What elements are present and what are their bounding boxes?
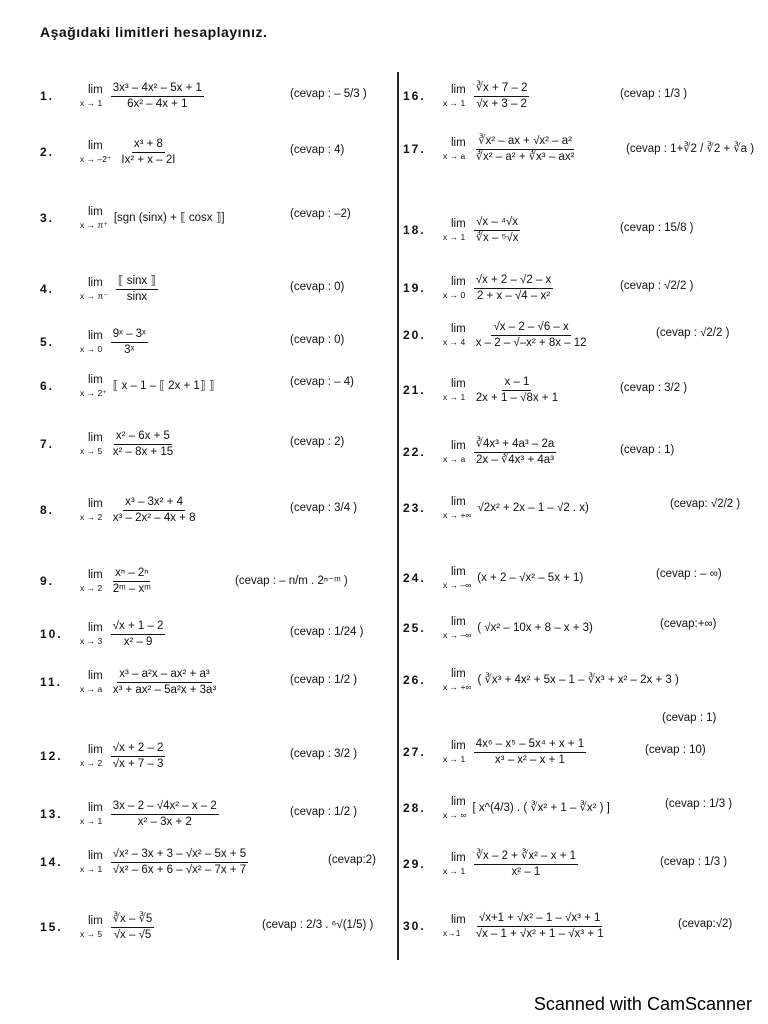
denominator: √x + 3 – 2 bbox=[476, 98, 527, 111]
problem-20 bbox=[403, 321, 591, 350]
limit-subscript: x → 4 bbox=[443, 337, 466, 348]
limit-subscript: x → 5 bbox=[80, 929, 103, 940]
problem-number: 13. bbox=[40, 806, 63, 821]
problem-8 bbox=[40, 496, 199, 525]
denominator: √x – √5 bbox=[113, 929, 152, 942]
limit-operator: lim x → 2 bbox=[80, 569, 103, 594]
problem-number: 29. bbox=[403, 856, 426, 871]
limit-subscript: x → 0 bbox=[443, 290, 466, 301]
problem-number: 16. bbox=[403, 88, 426, 103]
answer: (cevap:2) bbox=[328, 854, 376, 866]
limit-fraction bbox=[474, 912, 606, 941]
answer: (cevap : 15/8 ) bbox=[620, 222, 694, 234]
limit-expression: [sgn (sinx) + ⟦ cosx ⟧] bbox=[113, 211, 225, 224]
denominator: x² – 1 bbox=[511, 866, 541, 879]
problem-number: 1. bbox=[40, 88, 55, 103]
answer: (cevap: √2/2 ) bbox=[670, 498, 741, 510]
limit-operator: lim x → 1 bbox=[80, 84, 103, 109]
denominator: 2x – ∛4x³ + 4a³ bbox=[476, 454, 554, 467]
denominator: x³ + ax² – 5a²x + 3a³ bbox=[112, 684, 217, 697]
limit-operator: lim x → 1 bbox=[80, 802, 103, 827]
denominator: x³ – x² – x + 1 bbox=[494, 754, 565, 767]
problem-12 bbox=[40, 742, 167, 771]
limit-operator: lim x → +∞ bbox=[443, 668, 472, 693]
limit-subscript: x → π⁺ bbox=[80, 220, 108, 231]
answer: (cevap : 1/2 ) bbox=[290, 674, 358, 686]
problem-number: 27. bbox=[403, 744, 426, 759]
limit-fraction bbox=[111, 328, 148, 357]
problem-16 bbox=[403, 82, 531, 111]
limit-subscript: x → a bbox=[443, 454, 466, 465]
numerator: 9ˣ – 3ˣ bbox=[111, 328, 148, 343]
limit-operator: lim x → a bbox=[443, 137, 466, 162]
limit-subscript: x → –∞ bbox=[443, 580, 472, 591]
numerator: x³ + 8 bbox=[132, 138, 165, 153]
limit-fraction bbox=[111, 668, 219, 697]
problem-18 bbox=[403, 216, 522, 245]
numerator: ∛x² – ax + √x² – a² bbox=[476, 135, 574, 150]
limit-subscript: x → a bbox=[80, 684, 103, 695]
denominator: 2x + 1 – √8x + 1 bbox=[475, 392, 559, 405]
limit-operator: lim x → a bbox=[80, 670, 103, 695]
limit-fraction bbox=[474, 738, 586, 767]
numerator: x² – 6x + 5 bbox=[114, 430, 172, 445]
problem-26 bbox=[403, 668, 679, 693]
limit-operator: lim x → 2 bbox=[80, 498, 103, 523]
numerator: x³ – a²x – ax² + a³ bbox=[117, 668, 211, 683]
limit-operator: lim x → 0 bbox=[443, 276, 466, 301]
numerator: x³ – 3x² + 4 bbox=[123, 496, 185, 511]
numerator: √x + 2 – √2 – x bbox=[474, 274, 554, 289]
problem-21 bbox=[403, 376, 562, 405]
denominator: ∛x² – a² + ∛x³ – ax² bbox=[475, 151, 575, 164]
limit-fraction bbox=[111, 848, 248, 877]
limit-operator: lim x → a bbox=[443, 440, 466, 465]
limit-operator: lim x → 1 bbox=[443, 852, 466, 877]
answer: (cevap : 1) bbox=[662, 712, 717, 724]
limit-fraction bbox=[474, 438, 557, 467]
limit-operator: lim x → –∞ bbox=[443, 616, 472, 641]
limit-fraction bbox=[111, 496, 198, 525]
limit-subscript: x → 5 bbox=[80, 446, 103, 457]
numerator: ∛4x³ + 4a³ – 2a bbox=[474, 438, 557, 453]
limit-fraction bbox=[474, 135, 577, 164]
limit-fraction bbox=[111, 913, 155, 942]
limit-fraction bbox=[111, 742, 166, 771]
problem-5 bbox=[40, 328, 150, 357]
limit-operator: lim x → π⁻ bbox=[80, 277, 108, 302]
numerator: √x – ⁴√x bbox=[474, 216, 520, 231]
answer: (cevap : – 4) bbox=[290, 376, 354, 388]
page-title: Aşağıdaki limitleri hesaplayınız. bbox=[40, 24, 268, 40]
limit-subscript: x → –∞ bbox=[443, 630, 472, 641]
denominator: √x + 7 – 3 bbox=[112, 758, 164, 771]
answer: (cevap : 0) bbox=[290, 281, 345, 293]
limit-operator: lim x → 1 bbox=[443, 218, 466, 243]
problem-19 bbox=[403, 274, 555, 303]
problem-14 bbox=[40, 848, 250, 877]
limit-operator: lim x → 1 bbox=[443, 740, 466, 765]
problem-number: 8. bbox=[40, 502, 55, 517]
limit-operator: lim x → 1 bbox=[443, 84, 466, 109]
answer: (cevap : – n/m . 2ⁿ⁻ᵐ ) bbox=[235, 575, 348, 587]
limit-subscript: x → 2⁺ bbox=[80, 388, 107, 399]
denominator: x – 2 – √–x² + 8x – 12 bbox=[475, 337, 587, 350]
limit-fraction bbox=[116, 275, 158, 304]
problem-number: 28. bbox=[403, 800, 426, 815]
answer: (cevap : – ∞) bbox=[656, 568, 722, 580]
numerator: √x + 2 – 2 bbox=[111, 742, 166, 757]
limit-subscript: x → 1 bbox=[80, 864, 103, 875]
limit-subscript: x → π⁻ bbox=[80, 291, 108, 302]
denominator: x² – 8x + 15 bbox=[112, 446, 174, 459]
denominator: √x – 1 + √x² + 1 – √x³ + 1 bbox=[475, 928, 604, 941]
limit-expression: (x + 2 – √x² – 5x + 1) bbox=[477, 571, 584, 584]
answer: (cevap : 3/4 ) bbox=[290, 502, 358, 514]
limit-expression: ( ∛x³ + 4x² + 5x – 1 – ∛x³ + x² – 2x + 3 ) bbox=[477, 673, 679, 686]
problem-number: 25. bbox=[403, 620, 426, 635]
problem-number: 24. bbox=[403, 570, 426, 585]
problem-number: 12. bbox=[40, 748, 63, 763]
limit-expression: ⟦ x – 1 – ⟦ 2x + 1⟧ ⟧ bbox=[112, 379, 215, 392]
problem-number: 26. bbox=[403, 672, 426, 687]
answer: (cevap : 3/2 ) bbox=[290, 748, 358, 760]
limit-expression: ( √x² – 10x + 8 – x + 3) bbox=[477, 621, 593, 634]
problem-number: 21. bbox=[403, 382, 426, 397]
problem-22 bbox=[403, 438, 558, 467]
limit-subscript: x → 1 bbox=[80, 816, 103, 827]
limit-fraction bbox=[111, 567, 153, 596]
answer: (cevap : 1/24 ) bbox=[290, 626, 364, 638]
limit-subscript: x → +∞ bbox=[443, 510, 472, 521]
problem-number: 20. bbox=[403, 327, 426, 342]
answer: (cevap:√2) bbox=[678, 918, 733, 930]
denominator: sinx bbox=[126, 291, 148, 304]
denominator: 2 + x – √4 – x² bbox=[476, 290, 551, 303]
answer: (cevap : 4) bbox=[290, 144, 345, 156]
problem-number: 6. bbox=[40, 378, 55, 393]
numerator: √x + 1 – 2 bbox=[111, 620, 166, 635]
limit-subscript: x → 2 bbox=[80, 583, 103, 594]
problem-number: 19. bbox=[403, 280, 426, 295]
limit-subscript: x → ∞ bbox=[443, 810, 467, 821]
limit-fraction bbox=[474, 850, 578, 879]
problem-number: 30. bbox=[403, 918, 426, 933]
problem-30 bbox=[403, 912, 608, 941]
limit-operator: lim x → 1 bbox=[443, 378, 466, 403]
problem-15 bbox=[40, 913, 156, 942]
column-divider bbox=[397, 72, 399, 960]
problem-7 bbox=[40, 430, 177, 459]
numerator: xⁿ – 2ⁿ bbox=[113, 567, 150, 582]
limit-subscript: x → 1 bbox=[80, 98, 103, 109]
limit-fraction bbox=[111, 82, 204, 111]
numerator: x – 1 bbox=[502, 376, 531, 391]
limit-fraction bbox=[474, 376, 560, 405]
answer: (cevap : –2) bbox=[290, 208, 351, 220]
limit-fraction bbox=[111, 620, 166, 649]
problem-number: 3. bbox=[40, 210, 55, 225]
numerator: 4x⁶ – x⁵ – 5x⁴ + x + 1 bbox=[474, 738, 586, 753]
problem-2 bbox=[40, 138, 179, 167]
denominator: ∛x – ⁵√x bbox=[475, 232, 519, 245]
problem-number: 5. bbox=[40, 334, 55, 349]
problem-29 bbox=[403, 850, 580, 879]
limit-subscript: x→1 bbox=[443, 928, 461, 939]
answer: (cevap : 0) bbox=[290, 334, 345, 346]
answer: (cevap : 1/2 ) bbox=[290, 806, 358, 818]
numerator: 3x – 2 – √4x² – x – 2 bbox=[111, 800, 219, 815]
problem-25 bbox=[403, 616, 593, 641]
problem-number: 18. bbox=[403, 222, 426, 237]
answer: (cevap : 1/3 ) bbox=[620, 88, 688, 100]
limit-fraction bbox=[474, 274, 554, 303]
limit-fraction bbox=[111, 430, 175, 459]
problem-number: 14. bbox=[40, 854, 63, 869]
problem-number: 2. bbox=[40, 144, 55, 159]
problem-28 bbox=[403, 796, 610, 821]
limit-subscript: x → a bbox=[443, 151, 466, 162]
numerator: √x² – 3x + 3 – √x² – 5x + 5 bbox=[111, 848, 248, 863]
numerator: √x – 2 – √6 – x bbox=[491, 321, 570, 336]
limit-fraction bbox=[111, 800, 219, 829]
limit-operator: lim x → 3 bbox=[80, 622, 103, 647]
problem-17 bbox=[403, 135, 578, 164]
limit-fraction bbox=[474, 321, 589, 350]
limit-operator: lim x → –2⁺ bbox=[80, 140, 112, 165]
answer: (cevap : 1) bbox=[620, 444, 675, 456]
limit-operator: lim x → +∞ bbox=[443, 496, 472, 521]
problem-3 bbox=[40, 206, 225, 231]
denominator: 2ᵐ – xᵐ bbox=[112, 583, 151, 596]
problem-10 bbox=[40, 620, 167, 649]
limit-subscript: x → 2 bbox=[80, 512, 103, 523]
answer: (cevap : √2/2 ) bbox=[656, 327, 730, 339]
limit-subscript: x → 1 bbox=[443, 754, 466, 765]
problem-13 bbox=[40, 800, 221, 829]
problem-number: 7. bbox=[40, 436, 55, 451]
problem-1 bbox=[40, 82, 206, 111]
limit-operator: lim x → 2⁺ bbox=[80, 374, 107, 399]
problem-number: 9. bbox=[40, 573, 55, 588]
denominator: 6x² – 4x + 1 bbox=[127, 98, 188, 111]
problem-number: 15. bbox=[40, 919, 63, 934]
limit-operator: lim x → 0 bbox=[80, 330, 103, 355]
problem-number: 4. bbox=[40, 281, 55, 296]
answer: (cevap : 1/3 ) bbox=[660, 856, 728, 868]
numerator: ⟦ sinx ⟧ bbox=[116, 275, 158, 290]
limit-subscript: x → +∞ bbox=[443, 682, 472, 693]
denominator: x³ – 2x² – 4x + 8 bbox=[112, 512, 196, 525]
limit-fraction bbox=[119, 138, 177, 167]
problem-4 bbox=[40, 275, 160, 304]
problem-11 bbox=[40, 668, 220, 697]
answer: (cevap:+∞) bbox=[660, 618, 717, 630]
limit-operator: lim x → 2 bbox=[80, 744, 103, 769]
limit-operator: lim x → 5 bbox=[80, 432, 103, 457]
limit-expression: √2x² + 2x – 1 – √2 . x) bbox=[477, 501, 589, 514]
problem-number: 17. bbox=[403, 141, 426, 156]
limit-operator: lim x → 5 bbox=[80, 915, 103, 940]
scanner-watermark: Scanned with CamScanner bbox=[533, 994, 752, 1014]
limit-subscript: x → 1 bbox=[443, 866, 466, 877]
answer: (cevap : 1+∛2 / ∛2 + ∛a ) bbox=[626, 143, 755, 155]
problem-9 bbox=[40, 567, 155, 596]
problem-23 bbox=[403, 496, 589, 521]
numerator: √x+1 + √x² – 1 – √x³ + 1 bbox=[477, 912, 603, 927]
answer: (cevap : 2/3 . ⁶√(1/5) ) bbox=[262, 919, 374, 931]
numerator: 3x³ – 4x² – 5x + 1 bbox=[111, 82, 204, 97]
limit-operator: lim x→1 bbox=[443, 914, 466, 939]
limit-subscript: x → –2⁺ bbox=[80, 154, 112, 165]
problem-number: 10. bbox=[40, 626, 63, 641]
problem-number: 23. bbox=[403, 500, 426, 515]
answer: (cevap : – 5/3 ) bbox=[290, 88, 367, 100]
answer: (cevap : 3/2 ) bbox=[620, 382, 688, 394]
limit-subscript: x → 1 bbox=[443, 232, 466, 243]
problem-number: 11. bbox=[40, 674, 63, 689]
denominator: 3ˣ bbox=[124, 344, 135, 357]
limit-fraction bbox=[474, 82, 530, 111]
answer: (cevap : √2/2 ) bbox=[620, 280, 694, 292]
limit-expression: [ x^(4/3) . ( ∛x² + 1 – ∛x² ) ] bbox=[472, 801, 610, 814]
problem-27 bbox=[403, 738, 588, 767]
answer: (cevap : 2) bbox=[290, 436, 345, 448]
limit-subscript: x → 0 bbox=[80, 344, 103, 355]
problem-24 bbox=[403, 566, 583, 591]
answer: (cevap : 10) bbox=[645, 744, 706, 756]
limit-fraction bbox=[474, 216, 521, 245]
answer: (cevap : 1/3 ) bbox=[665, 798, 733, 810]
limit-subscript: x → 2 bbox=[80, 758, 103, 769]
denominator: √x² – 6x + 6 – √x² – 7x + 7 bbox=[112, 864, 247, 877]
problem-6 bbox=[40, 374, 214, 399]
denominator: Ix² + x – 2I bbox=[121, 154, 176, 167]
problem-number: 22. bbox=[403, 444, 426, 459]
limit-operator: lim x → π⁺ bbox=[80, 206, 108, 231]
limit-operator: lim x → 1 bbox=[80, 850, 103, 875]
limit-subscript: x → 3 bbox=[80, 636, 103, 647]
limit-operator: lim x → –∞ bbox=[443, 566, 472, 591]
numerator: ∛x – 2 + ∛x² – x + 1 bbox=[474, 850, 578, 865]
denominator: x² – 9 bbox=[123, 636, 153, 649]
limit-operator: lim x → 4 bbox=[443, 323, 466, 348]
limit-subscript: x → 1 bbox=[443, 392, 466, 403]
limit-operator: lim x → ∞ bbox=[443, 796, 467, 821]
denominator: x² – 3x + 2 bbox=[137, 816, 192, 829]
numerator: ∛x – ∛5 bbox=[111, 913, 155, 928]
numerator: ∛x + 7 – 2 bbox=[474, 82, 530, 97]
limit-subscript: x → 1 bbox=[443, 98, 466, 109]
